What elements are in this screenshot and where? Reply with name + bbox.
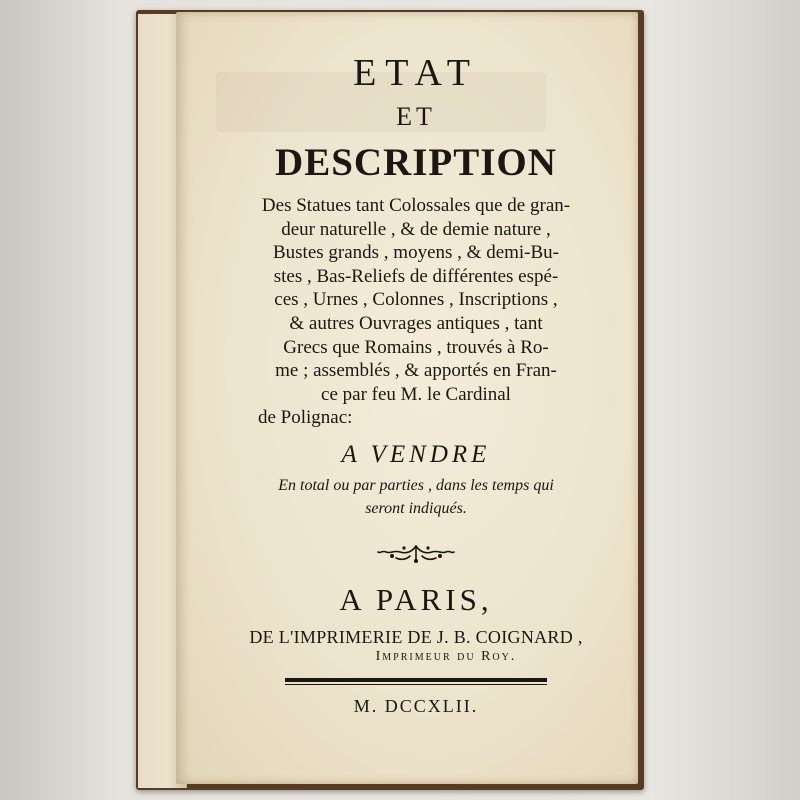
description-line: ce par feu M. le Cardinal: [321, 383, 511, 405]
description-line: Bustes grands , moyens , & demi-Bu-: [272, 242, 560, 264]
publication-date: M. DCCXLII.: [353, 695, 479, 716]
description-line: ces , Urnes , Colonnes , Inscriptions ,: [274, 289, 558, 311]
title-line-2: ET: [396, 102, 436, 131]
title-page: [176, 12, 638, 784]
fleuron-ornament-icon: [376, 542, 456, 564]
description-line: Des Statues tant Colossales que de gran-: [261, 195, 571, 216]
title-line-3: DESCRIPTION: [275, 141, 557, 184]
sale-subtitle-line-1: En total ou par parties , dans les temps qui: [278, 476, 554, 494]
title-line-1: ETAT: [353, 52, 479, 94]
description-line: & autres Ouvrages antiques , tant: [289, 312, 543, 334]
description-line: deur naturelle , & de demie nature ,: [281, 218, 551, 240]
description-line: Grecs que Romains , trouvés à Ro-: [283, 336, 549, 358]
printer-name: DE L'IMPRIMERIE DE J. B. COIGNARD ,: [249, 626, 583, 647]
description-line: stes , Bas-Reliefs de différentes espé-: [273, 265, 559, 287]
thick-rule: [285, 678, 547, 682]
description-line: me ; assemblés , & apportés en Fran-: [275, 360, 557, 382]
printer-title: Imprimeur du Roy.: [375, 648, 517, 664]
description-line: de Polignac:: [258, 407, 353, 429]
title-page-content: [236, 50, 596, 717]
thin-rule: [285, 684, 547, 685]
sale-heading: A VENDRE: [341, 440, 491, 468]
description-text: [236, 194, 596, 430]
publication-place: A PARIS,: [339, 581, 493, 617]
sale-subtitle-line-2: seront indiqués.: [365, 499, 467, 517]
